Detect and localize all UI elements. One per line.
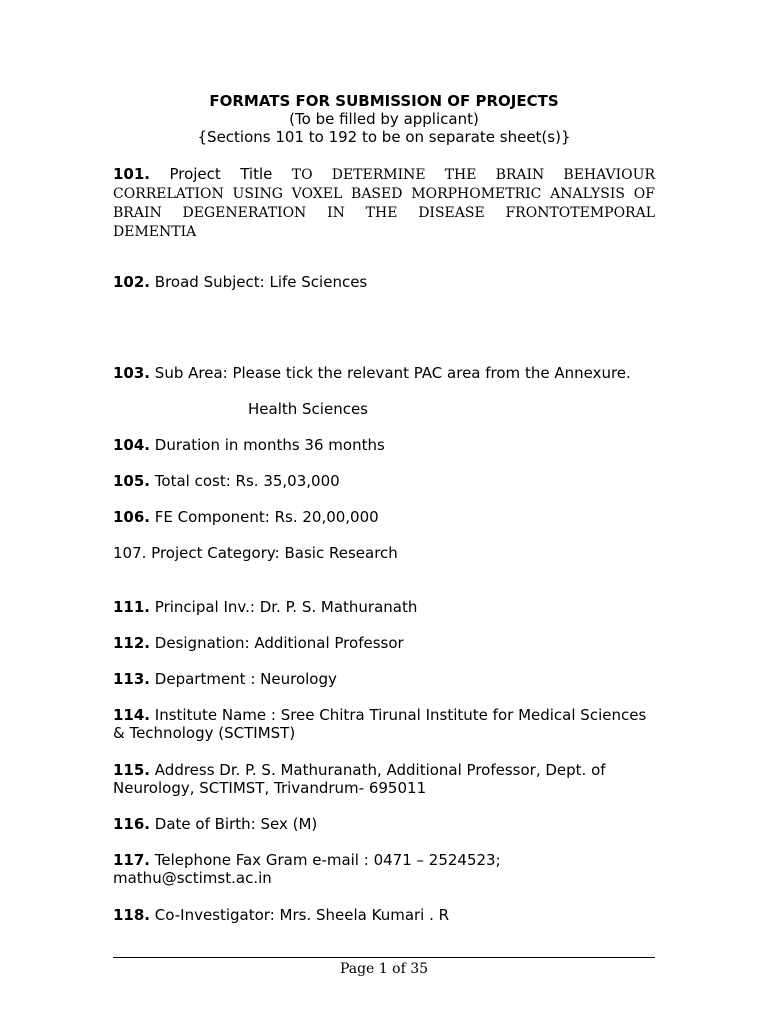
section-113-department [113,670,655,688]
document-subtitle: (To be filled by applicant) [289,110,479,128]
section-number: 105. [113,472,151,490]
section-number: 114. [113,706,151,724]
document-instructions: {Sections 101 to 192 to be on separate sheet(s)} [197,128,571,146]
section-number: 103. [113,364,151,382]
project-title-value: TO DETERMINE THE BRAIN BEHAVIOUR CORRELATION USING VOXEL BASED MORPHOMETRIC ANALYSIS OF BRAIN DEGENERATION IN THE DISEASE FRONTOTEMPORAL DEMENTIA [113,167,655,240]
section-number: 111. [113,598,151,616]
field-text: Broad Subject: Life Sciences [154,273,368,291]
section-118-co-investigator [113,906,655,924]
field-text: Principal Inv.: Dr. P. S. Mathuranath [154,598,418,616]
section-number: 117. [113,851,151,869]
sub-area-value: Health Sciences [248,400,368,418]
section-112-designation [113,634,655,652]
section-111-principal-investigator [113,598,655,616]
section-number: 112. [113,634,151,652]
section-number: 118. [113,906,151,924]
field-text: Address Dr. P. S. Mathuranath, Additional Professor, Dept. of Neurology, SCTIMST, Trivandrum- 695011 [113,761,606,797]
field-text: Total cost: Rs. 35,03,000 [154,472,340,490]
section-102-broad-subject [113,273,655,291]
section-103-sub-area [113,364,655,382]
footer-divider [113,957,655,958]
section-number: 104. [113,436,151,454]
section-107-project-category: 107. Project Category: Basic Research [113,544,398,562]
section-117-contact [113,851,533,887]
field-text: Duration in months 36 months [154,436,385,454]
section-number: 116. [113,815,151,833]
section-105-total-cost [113,472,655,490]
section-number: 101. [113,165,151,183]
field-text: Date of Birth: Sex (M) [154,815,318,833]
section-101-project-title [113,165,655,241]
section-number: 115. [113,761,151,779]
section-115-address [113,761,655,797]
field-label: Project Title [169,165,273,183]
section-114-institute-name [113,706,655,742]
field-text: Sub Area: Please tick the relevant PAC area from the Annexure. [154,364,631,382]
field-text: FE Component: Rs. 20,00,000 [154,508,379,526]
field-text: Institute Name : Sree Chitra Tirunal Institute for Medical Sciences & Technology (SCTIMST) [113,706,647,742]
field-text: Co-Investigator: Mrs. Sheela Kumari . R [154,906,450,924]
section-104-duration [113,436,655,454]
field-text: Designation: Additional Professor [154,634,404,652]
field-text: Department : Neurology [154,670,337,688]
document-title: FORMATS FOR SUBMISSION OF PROJECTS [209,92,559,110]
section-116-date-of-birth [113,815,655,833]
section-number: 113. [113,670,151,688]
section-number: 106. [113,508,151,526]
section-106-fe-component [113,508,655,526]
section-number: 102. [113,273,151,291]
field-text: Telephone Fax Gram e-mail : 0471 – 2524523; mathu@sctimst.ac.in [113,851,501,887]
page-number: Page 1 of 35 [339,961,429,977]
